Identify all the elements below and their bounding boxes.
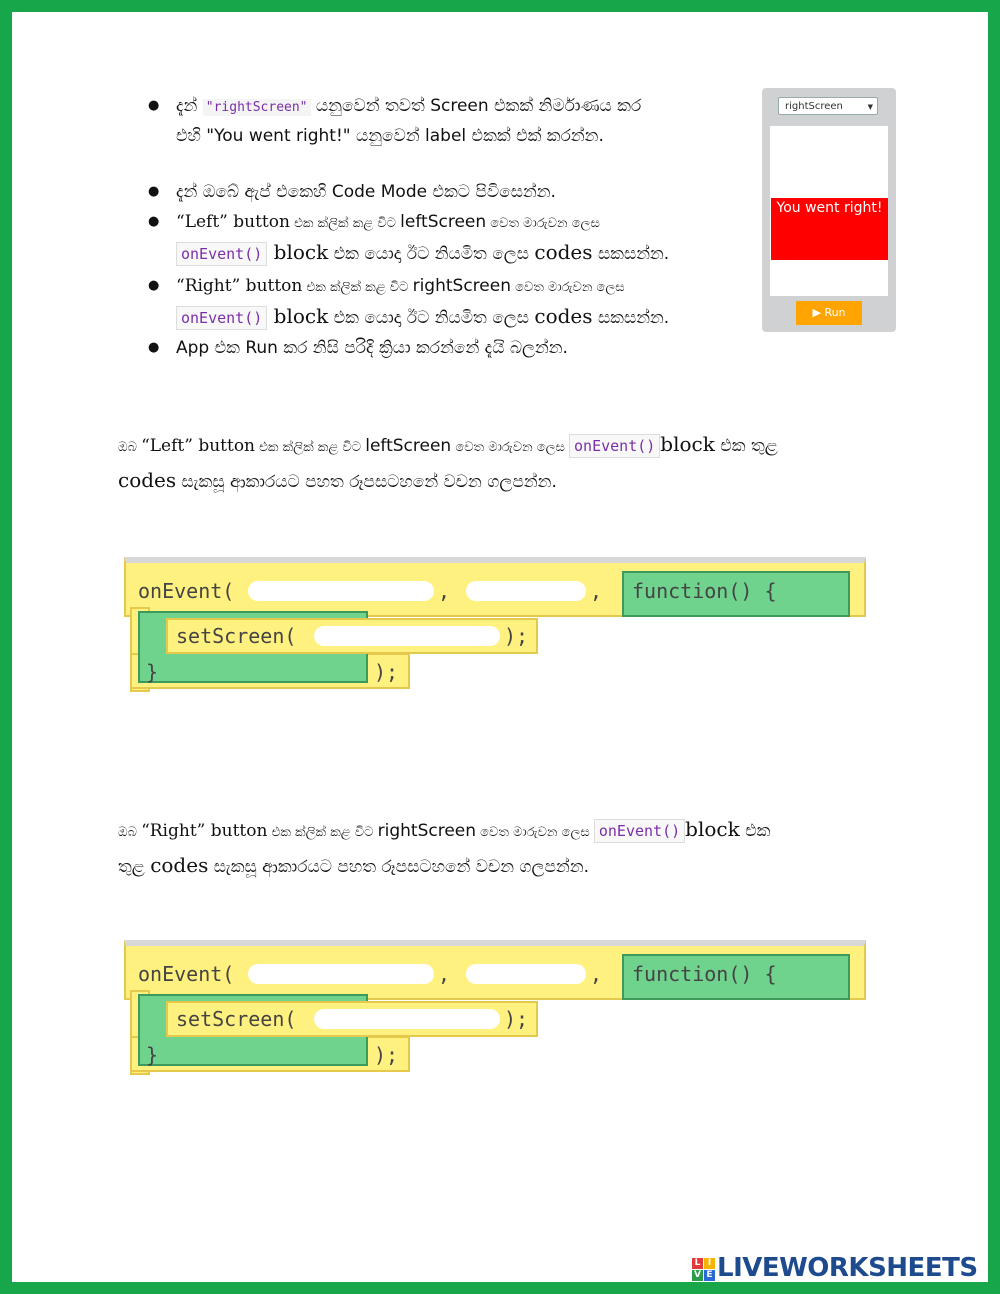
logo-squares-icon: L I V E: [692, 1258, 716, 1282]
list-item: ● දැන් ඔබේ ඇප් එකෙහි Code Mode එකට පිවිසෙන්න.: [148, 178, 748, 208]
list-item: ● App එක Run කර නිසි පරිදි ක්‍රියා කරන්නේ දැයි බලන්න.: [148, 334, 748, 362]
app-preview-phone: [762, 88, 896, 332]
answer-slot-4[interactable]: [248, 964, 434, 984]
answer-slot-1[interactable]: [248, 581, 434, 601]
logo-text: LIVEWORKSHEETS: [717, 1253, 978, 1283]
code-block-right: onEvent( , , function() { setScreen( ); } );: [124, 940, 866, 1075]
list-item: ● දැන් "rightScreen" යනුවෙන් තවත් Screen එකක් නිර්මාණය කර එහි "You went right!" යනුවෙන් label එකක් එක් කරන්න.: [148, 92, 748, 150]
list-item: ● “Left” button එක ක්ලික් කළ විට leftScreen වෙත මාරුවන ලෙස onEvent() block එක යොදා ඊට නියමිත ලෙස codes සකසන්න.: [148, 208, 748, 266]
liveworksheets-logo: [692, 1253, 992, 1285]
answer-slot-6[interactable]: [314, 1009, 500, 1029]
code-block-left: onEvent( , , function() { setScreen( ); } );: [124, 557, 866, 692]
inline-code-box: onEvent(): [176, 242, 267, 266]
answer-slot-2[interactable]: [466, 581, 586, 601]
caret-down-icon: ▼: [867, 103, 873, 111]
question-left: ඔබ “Left” button එක ක්ලික් කළ විට leftScreen වෙත මාරුවන ලෙස onEvent() block එක තුළ codes සැකසූ ආකාරයට පහත රූපසටහනේ වචන ගලපන්න.: [118, 432, 778, 492]
inline-code-box: onEvent(): [594, 819, 685, 843]
run-button: ▶ Run: [796, 301, 862, 325]
you-went-right-label: You went right!: [771, 198, 888, 260]
inline-code: "rightScreen": [203, 99, 311, 116]
answer-slot-3[interactable]: [314, 626, 500, 646]
list-item: ● “Right” button එක ක්ලික් කළ විට rightScreen වෙත මාරුවන ලෙස onEvent() block එක යොදා ඊට නියමිත ලෙස codes සකසන්න.: [148, 272, 748, 330]
play-icon: ▶: [812, 306, 821, 319]
inline-code-box: onEvent(): [176, 306, 267, 330]
app-screen: [770, 126, 888, 296]
instruction-list: [148, 92, 748, 362]
answer-slot-5[interactable]: [466, 964, 586, 984]
question-right: ඔබ “Right” button එක ක්ලික් කළ විට rightScreen වෙත මාරුවන ලෙස onEvent() block එක තුළ codes සැකසූ ආකාරයට පහත රූපසටහනේ වචන ගලපන්න.: [118, 817, 771, 877]
screen-dropdown: rightScreen ▼: [778, 97, 878, 115]
inline-code-box: onEvent(): [569, 434, 660, 458]
